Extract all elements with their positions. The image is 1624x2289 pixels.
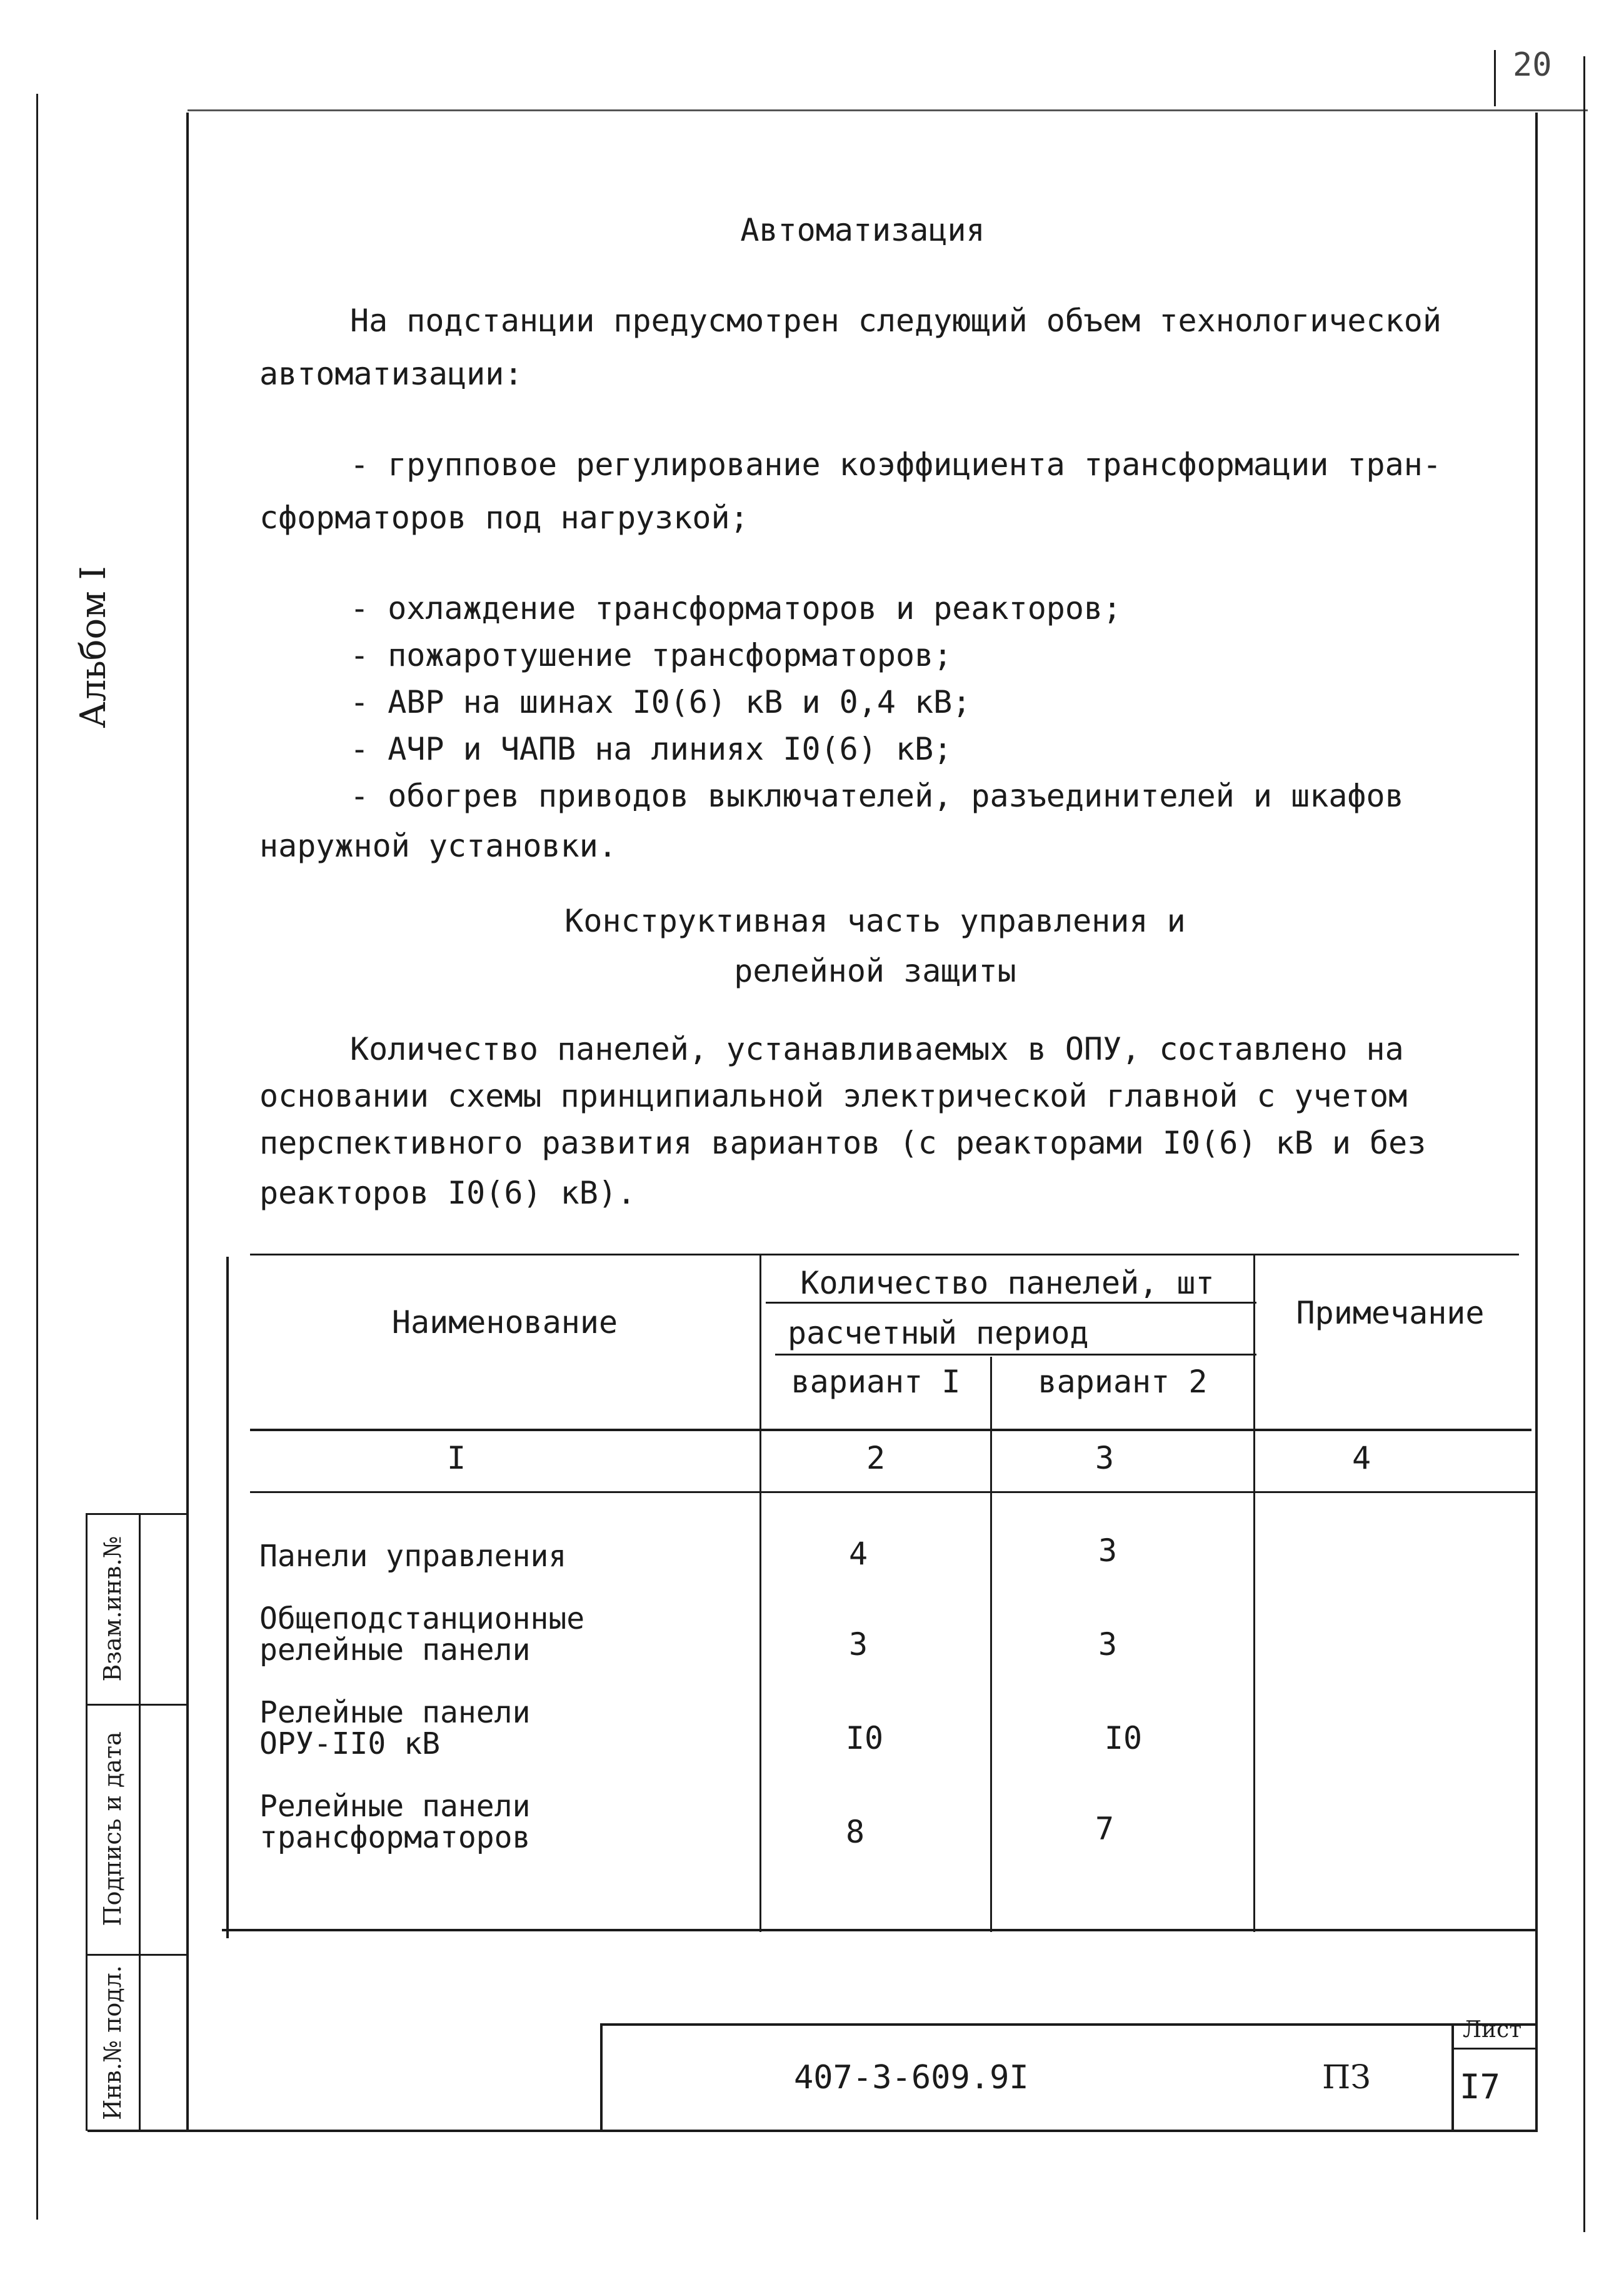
intro-line-1: На подстанции предусмотрен следующий объем технологической	[350, 303, 1441, 339]
document-number: 407-3-609.9I	[794, 2059, 1029, 2096]
intro-line-2: автоматизации:	[259, 356, 523, 392]
sheet-number: I7	[1460, 2067, 1501, 2106]
header-name: Наименование	[391, 1304, 618, 1341]
left-stamp-label: Инв.№ подл.	[99, 1965, 126, 2120]
table-header-bottom-line	[250, 1429, 1531, 1431]
paragraph-line-3: перспективного развития вариантов (с реакторами I0(6) кВ и без	[259, 1125, 1426, 1161]
left-stamp-label: Подпись и дата	[99, 1731, 126, 1926]
row-variant-1-value: I0	[845, 1720, 884, 1756]
table-period-underline	[775, 1354, 1256, 1356]
row-variant-2-value: I0	[1104, 1720, 1143, 1756]
item-firefighting: - пожаротушение трансформаторов;	[350, 637, 953, 673]
title-block-top-line	[600, 2023, 1538, 2026]
table-count-underline	[766, 1302, 1256, 1304]
frame-top-line	[188, 109, 1588, 111]
item-achr: - АЧР и ЧАПВ на линиях I0(6) кВ;	[350, 731, 953, 767]
left-stamp-field-inventory	[86, 1954, 139, 2131]
section-title-construction-line-2: релейной защиты	[734, 953, 1016, 989]
row-name-line-2: ОРУ-II0 кВ	[259, 1726, 440, 1761]
header-variant-1: вариант I	[791, 1364, 961, 1400]
row-name-line-2: трансформаторов	[259, 1820, 531, 1855]
header-count: Количество панелей, шт	[800, 1265, 1215, 1301]
table-numbers-bottom-line	[250, 1491, 1535, 1493]
row-variant-2-value: 7	[1095, 1811, 1115, 1847]
document-code: ПЗ	[1322, 2059, 1371, 2096]
frame-left-line	[186, 113, 189, 2132]
row-variant-2-value: 3	[1098, 1532, 1118, 1569]
frame-right-line	[1535, 113, 1538, 2132]
row-name-line-1: Общеподстанционные	[259, 1601, 585, 1636]
title-block-sheet-divider	[1451, 2023, 1454, 2132]
paragraph-line-2: основании схемы принципиальной электрической главной с учетом	[259, 1078, 1408, 1114]
sheet-label: Лист	[1463, 2017, 1522, 2043]
frame-bottom-line	[88, 2130, 1538, 2132]
item-cooling: - охлаждение трансформаторов и реакторов;	[350, 590, 1122, 626]
header-note: Примечание	[1296, 1295, 1485, 1331]
table-bottom-line	[222, 1929, 1535, 1931]
column-number-4: 4	[1351, 1440, 1371, 1476]
row-variant-2-value: 3	[1098, 1626, 1118, 1663]
section-title-automation: Автоматизация	[740, 212, 985, 248]
album-label: Альбом I	[73, 566, 114, 728]
item1-line-2: сформаторов под нагрузкой;	[259, 500, 749, 536]
sheet-label-underline	[1451, 2048, 1536, 2050]
paragraph-line-1: Количество панелей, устанавливаемых в ОПУ, составлено на	[350, 1031, 1404, 1067]
frame-far-right-line	[1583, 56, 1585, 2232]
page-number: 20	[1513, 46, 1552, 84]
row-variant-1-value: 4	[848, 1536, 868, 1572]
row-variant-1-value: 3	[848, 1626, 868, 1663]
row-variant-1-value: 8	[845, 1814, 865, 1850]
header-period: расчетный период	[788, 1315, 1089, 1351]
column-number-3: 3	[1095, 1440, 1115, 1476]
table-col-v2-right	[1253, 1254, 1255, 1932]
table-left-line	[226, 1257, 229, 1938]
column-number-2: 2	[866, 1440, 886, 1476]
row-name-line-1: Релейные панели	[259, 1695, 531, 1730]
left-stamp-field-signature	[86, 1704, 139, 1954]
left-stamp-label: Взам.инв.№	[99, 1535, 126, 1682]
item-heating-line-1: - обогрев приводов выключателей, разъединителей и шкафов	[350, 778, 1404, 814]
row-name: Панели управления	[259, 1539, 567, 1574]
item1-line-1: - групповое регулирование коэффициента трансформации тран-	[350, 446, 1441, 483]
section-title-construction-line-1: Конструктивная часть управления и	[564, 903, 1186, 939]
item-avr: - АВР на шинах I0(6) кВ и 0,4 кВ;	[350, 684, 971, 720]
table-top-line	[250, 1254, 1519, 1255]
item-heating-line-2: наружной установки.	[259, 828, 617, 864]
left-stamp-field-replacement	[86, 1513, 139, 1704]
binding-margin-line	[36, 94, 38, 2220]
header-variant-2: вариант 2	[1038, 1364, 1208, 1400]
row-name-line-2: релейные панели	[259, 1632, 531, 1668]
page-number-tick	[1494, 50, 1496, 106]
title-block-left-line	[600, 2023, 603, 2132]
paragraph-line-4: реакторов I0(6) кВ).	[259, 1175, 636, 1211]
column-number-1: I	[446, 1440, 466, 1476]
row-name-line-1: Релейные панели	[259, 1789, 531, 1824]
